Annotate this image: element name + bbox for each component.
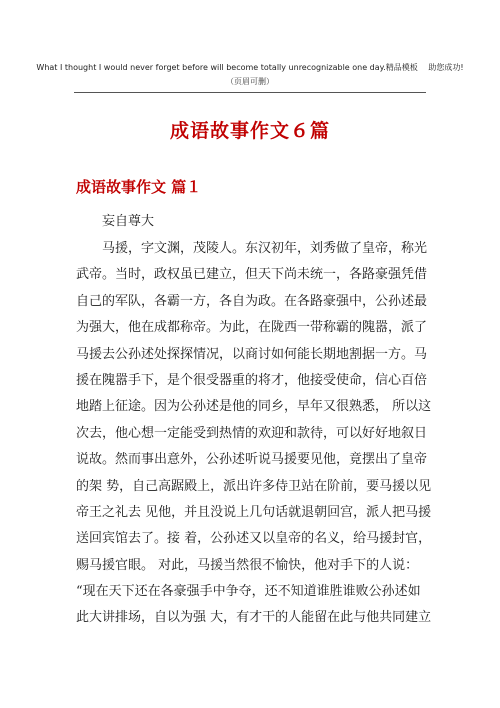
body-line: 马援去公孙述处探探情况，以商讨如何能长期地割据一方。马 (76, 346, 428, 362)
body-line: 地踏上征途。因为公孙述是他的同乡，早年又很熟悉， 所以这 (76, 399, 432, 415)
body-line: 送回宾馆去了。接 着，公孙述又以皇帝的名义，给马援封官， (76, 531, 432, 547)
body-line: 马援，字文渊，茂陵人。东汉初年，刘秀做了皇帝，称光 (76, 241, 428, 256)
body-line: 帝王之礼去 见他，并且没说上几句话就退朝回宫，派人把马援 (76, 504, 432, 520)
document-title: 成语故事作文６篇 (169, 120, 330, 142)
body-line: 的架 势，自己高踞殿上，派出许多侍卫站在阶前，要马援以见 (76, 478, 432, 494)
section-title: 成语故事作文 篇１ (76, 178, 202, 196)
body-line: 赐马援官眼。 对此，马援当然很不愉快，他对手下的人说： (76, 557, 419, 573)
header-divider (74, 92, 426, 93)
body-line: 次去，他心想一定能受到热情的欢迎和款待，可以好好地叙日 (76, 425, 428, 441)
story-title: 妄自尊大 (102, 214, 155, 229)
body-line: 自己的军队，各霸一方，各自为政。在各路豪强中，公孙述最 (76, 293, 428, 309)
body-line: “现在天下还在各豪强手中争夺，还不知道谁胜谁败公孙述如 (76, 584, 421, 600)
body-line: 援在隗嚣手下，是个很受器重的将才，他接受使命，信心百倍 (76, 372, 428, 388)
body-line: 此大讲排场，自以为强 大，有才干的人能留在此与他共同建立 (76, 610, 432, 626)
body-line: 为强大，他在成都称帝。为此，在陇西一带称霸的隗嚣，派了 (76, 320, 428, 336)
story-body (76, 236, 432, 632)
page-header-note: （页眉可删） (226, 77, 274, 86)
body-line: 说故。然而事出意外，公孙述听说马援要见他，竟摆出了皇帝 (76, 452, 428, 468)
body-line: 武帝。当时，政权虽已建立，但天下尚未统一，各路豪强凭借 (76, 267, 428, 283)
page-header-text: What I thought I would never forget before will become totally unrecognizable one day.精品模板 助您成功! (36, 63, 464, 72)
